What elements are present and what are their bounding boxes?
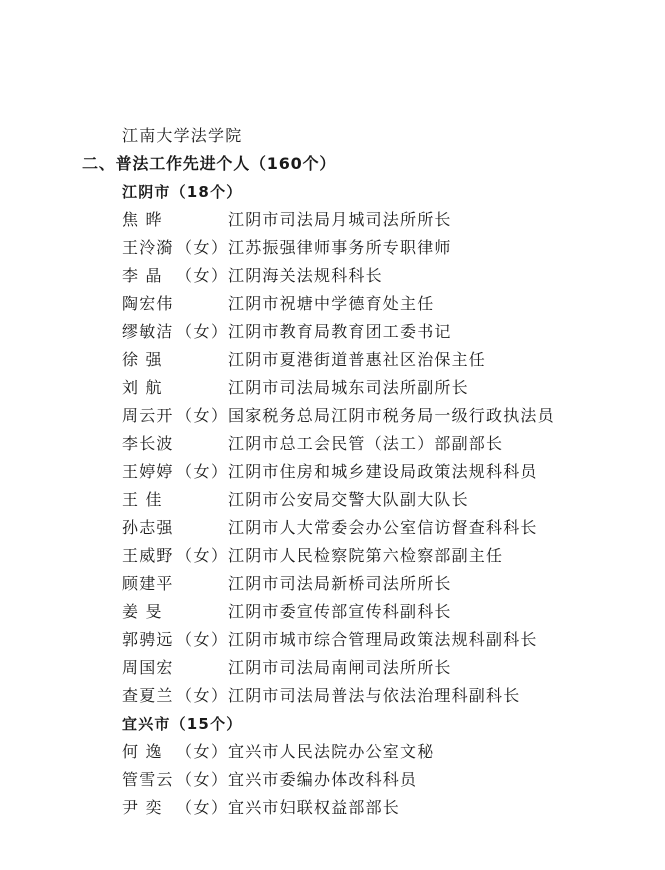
- work-unit: 江阴市教育局教育团工委书记: [228, 322, 452, 341]
- gender-note: （女）: [176, 770, 229, 789]
- gender-note: （女）: [176, 630, 229, 649]
- work-unit: 江阴市祝塘中学德育处主任: [228, 294, 435, 313]
- person-name: 陶宏伟: [122, 294, 174, 313]
- person-name: 郭骋远: [122, 630, 174, 649]
- person-name: 查夏兰: [122, 686, 174, 705]
- work-unit: 江阴市人民检察院第六检察部副主任: [228, 546, 504, 565]
- previous-unit-line: 江南大学法学院: [122, 126, 243, 145]
- gender-note: （女）: [176, 266, 229, 285]
- work-unit: 宜兴市委编办体改科科员: [228, 770, 418, 789]
- person-name: 周国宏: [122, 658, 174, 677]
- person-name: 刘 航: [122, 378, 163, 397]
- person-name: 顾建平: [122, 574, 174, 593]
- work-unit: 江苏振强律师事务所专职律师: [228, 238, 452, 257]
- person-name: 李 晶: [122, 266, 163, 285]
- work-unit: 江阴海关法规科科长: [228, 266, 383, 285]
- person-name: 王威野: [122, 546, 174, 565]
- person-name: 尹 奕: [122, 798, 163, 817]
- person-name: 何 逸: [122, 742, 163, 761]
- gender-note: （女）: [176, 686, 229, 705]
- work-unit: 江阴市司法局南闸司法所所长: [228, 658, 452, 677]
- work-unit: 江阴市司法局普法与依法治理科副科长: [228, 686, 521, 705]
- work-unit: 江阴市公安局交警大队副大队长: [228, 490, 469, 509]
- work-unit: 江阴市城市综合管理局政策法规科副科长: [228, 630, 538, 649]
- person-name: 孙志强: [122, 518, 174, 537]
- gender-note: （女）: [176, 322, 229, 341]
- person-name: 王 佳: [122, 490, 163, 509]
- person-name: 焦 晔: [122, 210, 163, 229]
- gender-note: （女）: [176, 546, 229, 565]
- gender-note: （女）: [176, 238, 229, 257]
- person-name: 缪敏洁: [122, 322, 174, 341]
- gender-note: （女）: [176, 462, 229, 481]
- gender-note: （女）: [176, 406, 229, 425]
- work-unit: 江阴市司法局城东司法所副所长: [228, 378, 469, 397]
- person-name: 周云开: [122, 406, 174, 425]
- group-title-jiangyin: 江阴市（18个）: [122, 183, 243, 201]
- work-unit: 宜兴市妇联权益部部长: [228, 798, 401, 817]
- gender-note: （女）: [176, 742, 229, 761]
- work-unit: 江阴市司法局新桥司法所所长: [228, 574, 452, 593]
- section-title: 二、普法工作先进个人（160个）: [82, 154, 337, 173]
- work-unit: 国家税务总局江阴市税务局一级行政执法员: [228, 406, 555, 425]
- person-name: 李长波: [122, 434, 174, 453]
- person-name: 王泠漪: [122, 238, 174, 257]
- person-name: 徐 强: [122, 350, 163, 369]
- work-unit: 江阴市住房和城乡建设局政策法规科科员: [228, 462, 538, 481]
- group-title-yixing: 宜兴市（15个）: [122, 715, 243, 733]
- work-unit: 江阴市司法局月城司法所所长: [228, 210, 452, 229]
- work-unit: 江阴市总工会民管（法工）部副部长: [228, 434, 504, 453]
- person-name: 姜 旻: [122, 602, 163, 621]
- gender-note: （女）: [176, 798, 229, 817]
- work-unit: 宜兴市人民法院办公室文秘: [228, 742, 435, 761]
- work-unit: 江阴市夏港街道普惠社区治保主任: [228, 350, 487, 369]
- work-unit: 江阴市人大常委会办公室信访督查科科长: [228, 518, 538, 537]
- person-name: 王婷婷: [122, 462, 174, 481]
- person-name: 管雪云: [122, 770, 174, 789]
- work-unit: 江阴市委宣传部宣传科副科长: [228, 602, 452, 621]
